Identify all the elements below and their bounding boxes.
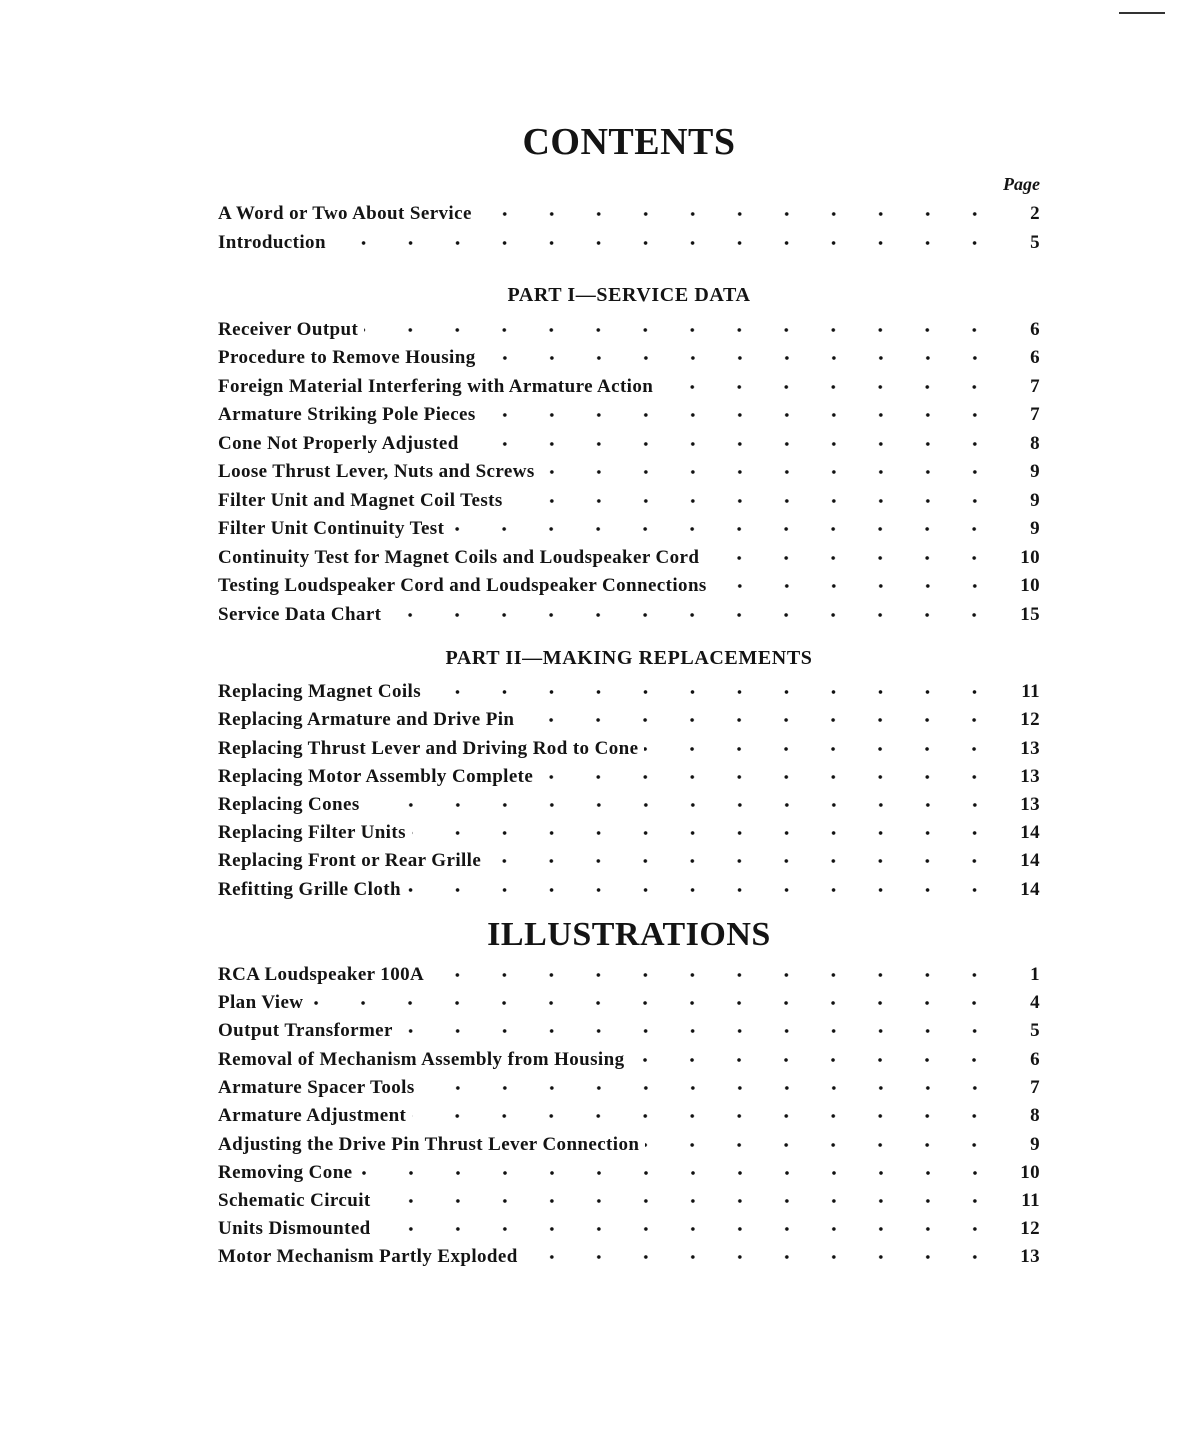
page-column-label: Page <box>1003 174 1040 194</box>
toc-entry-title: Replacing Motor Assembly Complete <box>218 766 534 787</box>
toc-entry-illustration[interactable] <box>218 1215 1040 1243</box>
toc-entry-illustration[interactable] <box>218 1102 1040 1130</box>
toc-entry-page: 14 <box>1020 850 1040 871</box>
toc-entry-title: Armature Adjustment <box>218 1105 407 1126</box>
toc-entry-page: 11 <box>1021 681 1040 702</box>
toc-entry-part2[interactable] <box>218 876 1040 904</box>
dot-leader <box>377 1226 998 1232</box>
dot-leader <box>713 583 998 589</box>
toc-entry-title: Receiver Output <box>218 319 359 340</box>
toc-entry-illustration[interactable] <box>218 1046 1040 1074</box>
toc-entry-part2[interactable] <box>218 819 1040 847</box>
toc-entry-title: Replacing Thrust Lever and Driving Rod to Cone <box>218 738 639 759</box>
toc-entry-title: Foreign Material Interfering with Armature Action <box>218 376 654 397</box>
dot-leader <box>509 498 998 504</box>
toc-entry-title: Replacing Cones <box>218 794 360 815</box>
dot-leader <box>465 441 998 447</box>
toc-entry-page: 7 <box>1030 404 1040 425</box>
toc-entry-page: 6 <box>1030 319 1040 340</box>
toc-entry-page: 9 <box>1030 490 1040 511</box>
toc-entry-page: 1 <box>1030 964 1040 985</box>
toc-entry-page: 11 <box>1021 1190 1040 1211</box>
toc-entry-title: Filter Unit Continuity Test <box>218 518 445 539</box>
toc-entry-title: Units Dismounted <box>218 1218 371 1239</box>
toc-entry-title: Cone Not Properly Adjusted <box>218 433 459 454</box>
toc-entry-title: Armature Striking Pole Pieces <box>218 404 476 425</box>
dot-leader <box>421 1085 998 1091</box>
toc-entry-title: Removal of Mechanism Assembly from Housing <box>218 1049 625 1070</box>
dot-leader <box>482 355 998 361</box>
toc-entry-part2[interactable] <box>218 763 1040 791</box>
toc-entry-title: Adjusting the Drive Pin Thrust Lever Connection <box>218 1134 640 1155</box>
dot-leader <box>705 555 998 561</box>
dot-leader <box>524 1254 998 1260</box>
illustrations-heading: ILLUSTRATIONS <box>487 916 771 953</box>
toc-entry-part1[interactable] <box>218 316 1040 344</box>
toc-entry-page: 7 <box>1030 1077 1040 1098</box>
toc-entry-page: 8 <box>1030 433 1040 454</box>
dot-leader <box>366 802 998 808</box>
dot-leader <box>399 1028 998 1034</box>
toc-entry-title: Removing Cone <box>218 1162 353 1183</box>
dot-leader <box>539 774 998 780</box>
toc-entry-part1[interactable] <box>218 344 1040 372</box>
dot-leader <box>407 887 998 893</box>
toc-entry-illustration[interactable] <box>218 1187 1040 1215</box>
toc-entry-title: A Word or Two About Service <box>218 203 472 224</box>
dot-leader <box>659 384 998 390</box>
toc-entry-title: Filter Unit and Magnet Coil Tests <box>218 490 503 511</box>
toc-entry-intro[interactable] <box>218 229 1040 257</box>
toc-entry-page: 9 <box>1030 1134 1040 1155</box>
toc-entry-title: Replacing Armature and Drive Pin <box>218 709 515 730</box>
toc-entry-title: Replacing Magnet Coils <box>218 681 422 702</box>
dot-leader <box>387 612 998 618</box>
toc-entry-page: 12 <box>1020 1218 1040 1239</box>
toc-entry-illustration[interactable] <box>218 1131 1040 1159</box>
toc-entry-title: RCA Loudspeaker 100A <box>218 964 425 985</box>
toc-entry-title: Schematic Circuit <box>218 1190 371 1211</box>
toc-entry-part2[interactable] <box>218 847 1040 875</box>
dot-leader <box>630 1057 998 1063</box>
dot-leader <box>520 717 998 723</box>
dot-leader <box>359 1170 999 1176</box>
toc-entry-page: 10 <box>1020 575 1040 596</box>
toc-entry-title: Testing Loudspeaker Cord and Loudspeaker Connections <box>218 575 707 596</box>
dot-leader <box>487 858 998 864</box>
toc-entry-title: Output Transformer <box>218 1020 393 1041</box>
toc-entry-title: Refitting Grille Cloth <box>218 879 401 900</box>
toc-entry-title: Replacing Front or Rear Grille <box>218 850 482 871</box>
toc-entry-part2[interactable] <box>218 735 1040 763</box>
toc-entry-title: Plan View <box>218 992 304 1013</box>
toc-entry-title: Service Data Chart <box>218 604 382 625</box>
toc-entry-part1[interactable] <box>218 544 1040 572</box>
toc-entry-part1[interactable] <box>218 430 1040 458</box>
dot-leader <box>450 526 998 532</box>
part1-heading: PART I—SERVICE DATA <box>507 284 751 306</box>
toc-entry-title: Introduction <box>218 232 326 253</box>
toc-entry-title: Armature Spacer Tools <box>218 1077 415 1098</box>
toc-entry-part2[interactable] <box>218 706 1040 734</box>
toc-entry-page: 8 <box>1030 1105 1040 1126</box>
toc-entry-title: Loose Thrust Lever, Nuts and Screws <box>218 461 535 482</box>
toc-entry-page: 2 <box>1030 203 1040 224</box>
toc-entry-page: 13 <box>1020 738 1040 759</box>
toc-entry-title: Procedure to Remove Housing <box>218 347 476 368</box>
toc-entry-page: 15 <box>1020 604 1040 625</box>
contents-heading: CONTENTS <box>522 121 736 163</box>
toc-entry-page: 7 <box>1030 376 1040 397</box>
toc-entry-illustration[interactable] <box>218 1243 1040 1271</box>
toc-entry-title: Replacing Filter Units <box>218 822 406 843</box>
toc-entry-part1[interactable] <box>218 601 1040 629</box>
dot-leader <box>332 240 998 246</box>
toc-entry-intro[interactable] <box>218 200 1040 228</box>
dot-leader <box>309 1000 998 1006</box>
toc-entry-part1[interactable] <box>218 373 1040 401</box>
dot-leader <box>377 1198 998 1204</box>
toc-entry-illustration[interactable] <box>218 1017 1040 1045</box>
dot-leader <box>412 1113 998 1119</box>
toc-entry-page: 9 <box>1030 461 1040 482</box>
toc-entry-title: Motor Mechanism Partly Exploded <box>218 1246 518 1267</box>
toc-entry-part1[interactable] <box>218 487 1040 515</box>
toc-entry-page: 6 <box>1030 1049 1040 1070</box>
toc-entry-page: 10 <box>1020 1162 1040 1183</box>
dot-leader <box>644 746 998 752</box>
toc-entry-page: 6 <box>1030 347 1040 368</box>
top-corner-rule <box>1119 12 1165 14</box>
toc-entry-title: Continuity Test for Magnet Coils and Loudspeaker Cord <box>218 547 700 568</box>
dot-leader <box>645 1142 998 1148</box>
toc-entry-page: 13 <box>1020 794 1040 815</box>
toc-entry-illustration[interactable] <box>218 1074 1040 1102</box>
toc-entry-part1[interactable] <box>218 401 1040 429</box>
toc-entry-page: 13 <box>1020 1246 1040 1267</box>
dot-leader <box>541 469 998 475</box>
dot-leader <box>430 972 998 978</box>
toc-entry-illustration[interactable] <box>218 989 1040 1017</box>
toc-entry-page: 14 <box>1020 822 1040 843</box>
toc-entry-page: 10 <box>1020 547 1040 568</box>
dot-leader <box>364 327 998 333</box>
dot-leader <box>427 689 998 695</box>
toc-entry-page: 4 <box>1030 992 1040 1013</box>
toc-entry-part2[interactable] <box>218 791 1040 819</box>
toc-entry-part2[interactable] <box>218 678 1040 706</box>
dot-leader <box>412 830 998 836</box>
toc-entry-part1[interactable] <box>218 515 1040 543</box>
toc-entry-page: 5 <box>1030 1020 1040 1041</box>
toc-entry-page: 14 <box>1020 879 1040 900</box>
toc-entry-page: 9 <box>1030 518 1040 539</box>
dot-leader <box>478 211 998 217</box>
toc-entry-part1[interactable] <box>218 458 1040 486</box>
toc-entry-page: 12 <box>1020 709 1040 730</box>
toc-entry-page: 5 <box>1030 232 1040 253</box>
dot-leader <box>482 412 998 418</box>
part2-heading: PART II—MAKING REPLACEMENTS <box>445 647 813 669</box>
toc-entry-illustration[interactable] <box>218 961 1040 989</box>
toc-entry-page: 13 <box>1020 766 1040 787</box>
toc-entry-part1[interactable] <box>218 572 1040 600</box>
toc-entry-illustration[interactable] <box>218 1159 1040 1187</box>
